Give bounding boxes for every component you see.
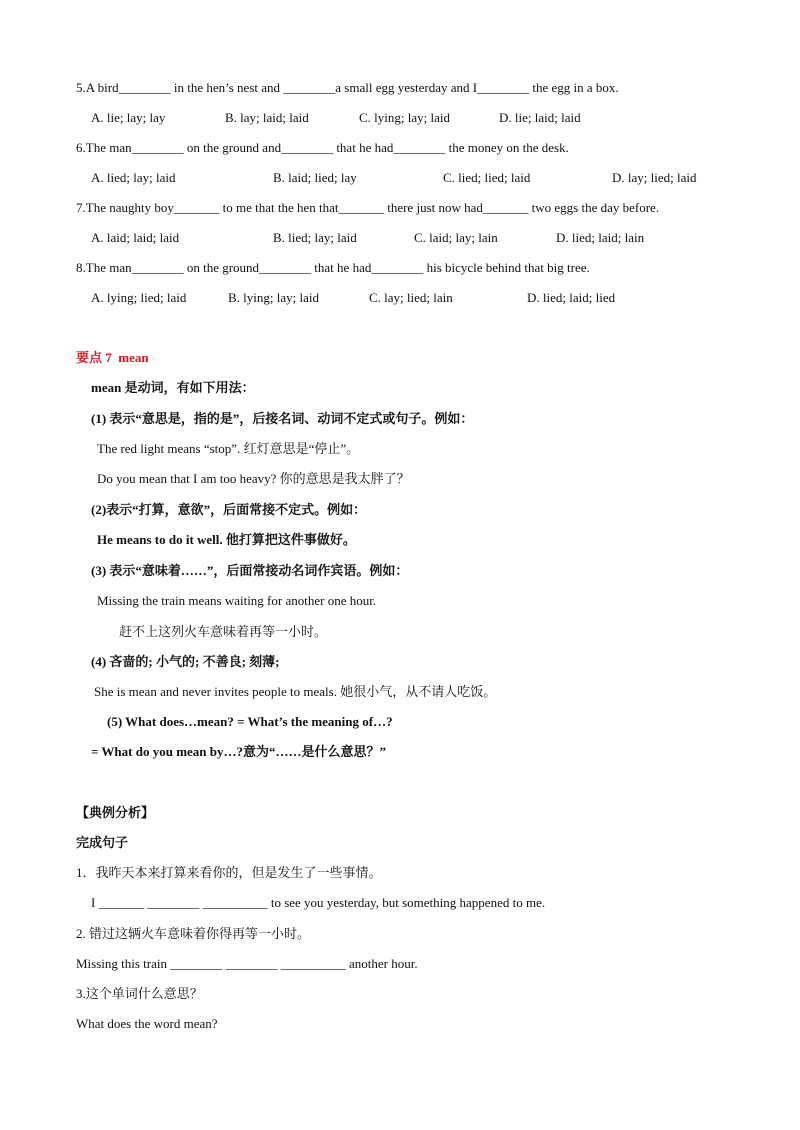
usage-1: (1) 表示“意思是，指的是”，后接名词、动词不定式或句子。例如： xyxy=(91,411,474,426)
question-7-option-b: B. lied; lay; laid xyxy=(273,230,357,245)
question-6-option-c: C. lied; lied; laid xyxy=(443,170,531,185)
analysis-heading: 【典例分析】 xyxy=(76,805,155,820)
usage-5a: (5) What does…mean? = What’s the meaning of…? xyxy=(107,714,393,729)
question-5-option-d: D. lie; laid; laid xyxy=(499,110,581,125)
exercise-1-english: I _______ ________ __________ to see you yesterday, but something happened to me. xyxy=(91,895,546,910)
question-5-option-c: C. lying; lay; laid xyxy=(359,110,450,125)
question-8-option-b: B. lying; lay; laid xyxy=(228,290,319,305)
question-8-option-c: C. lay; lied; lain xyxy=(369,290,453,305)
usage-4: (4) 吝啬的; 小气的; 不善良; 刻薄; xyxy=(91,654,280,669)
question-7-option-c: C. laid; lay; lain xyxy=(414,230,498,245)
exercise-1-chinese: 1．我昨天本来打算来看你的，但是发生了一些事情。 xyxy=(76,865,382,880)
example-1a: The red light means “stop”. 红灯意思是“停止”。 xyxy=(97,441,360,456)
usage-2: (2)表示“打算，意欲”，后面常接不定式。例如： xyxy=(91,502,367,517)
usage-5b: = What do you mean by…?意为“……是什么意思？” xyxy=(91,744,387,759)
exercise-3-chinese: 3.这个单词什么意思？ xyxy=(76,986,203,1001)
analysis-subheading: 完成句子 xyxy=(76,835,129,850)
question-8-option-d: D. lied; laid; lied xyxy=(527,290,616,305)
section-heading: 要点 7 mean xyxy=(76,350,149,365)
question-6-option-a: A. lied; lay; laid xyxy=(91,170,176,185)
question-6-stem: 6.The man________ on the ground and________ that he had________ the money on the desk. xyxy=(76,140,569,155)
question-6-option-d: D. lay; lied; laid xyxy=(612,170,697,185)
usage-3: (3) 表示“意味着……”，后面常接动名词作宾语。例如： xyxy=(91,563,409,578)
exercise-3-english: What does the word mean? xyxy=(76,1016,218,1031)
example-1b: Do you mean that I am too heavy? 你的意思是我太胖了？ xyxy=(97,471,410,486)
example-2: He means to do it well. 他打算把这件事做好。 xyxy=(97,532,356,547)
question-7-option-d: D. lied; laid; lain xyxy=(556,230,645,245)
question-7-option-a: A. laid; laid; laid xyxy=(91,230,180,245)
example-3b: 赶不上这列火车意味着再等一小时。 xyxy=(119,624,328,639)
question-8-option-a: A. lying; lied; laid xyxy=(91,290,187,305)
question-5-option-b: B. lay; laid; laid xyxy=(225,110,309,125)
exercise-2-english: Missing this train ________ ________ __________ another hour. xyxy=(76,956,418,971)
section-intro: mean 是动词，有如下用法： xyxy=(91,380,255,395)
question-6-option-b: B. laid; lied; lay xyxy=(273,170,357,185)
question-8-stem: 8.The man________ on the ground________ that he had________ his bicycle behind that big tree. xyxy=(76,260,590,275)
example-3a: Missing the train means waiting for another one hour. xyxy=(97,593,377,608)
question-7-stem: 7.The naughty boy_______ to me that the hen that_______ there just now had_______ two eggs the day before. xyxy=(76,200,660,215)
question-5-stem: 5.A bird________ in the hen’s nest and ________a small egg yesterday and I________ the egg in a box. xyxy=(76,80,619,95)
question-5-option-a: A. lie; lay; lay xyxy=(91,110,166,125)
example-4: She is mean and never invites people to meals. 她很小气，从不请人吃饭。 xyxy=(94,684,497,699)
exercise-2-chinese: 2. 错过这辆火车意味着你得再等一小时。 xyxy=(76,926,311,941)
